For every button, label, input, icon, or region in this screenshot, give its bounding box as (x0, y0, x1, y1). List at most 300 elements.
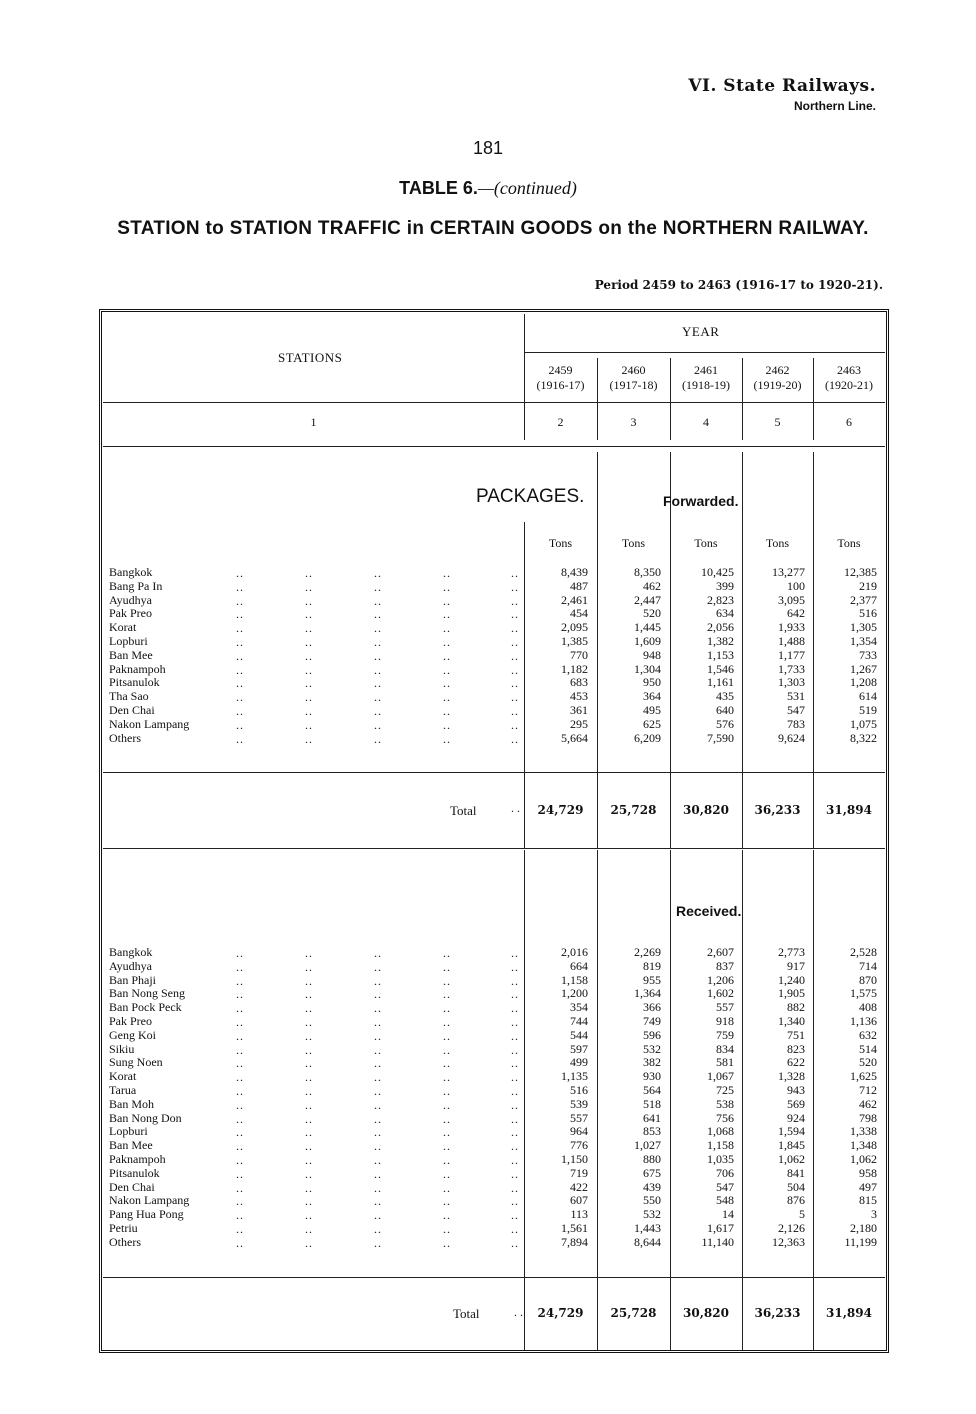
leader-dots: .. (511, 1125, 519, 1140)
table-cell: 1,354 (850, 633, 877, 648)
table-cell: 607 (570, 1193, 588, 1208)
table-cell: 1,208 (850, 675, 877, 690)
col-rule-stations-fwd (524, 522, 525, 772)
received-leader-dots-4 (511, 947, 519, 1251)
received-label: Received. (676, 903, 742, 919)
leader-dots: .. (236, 1083, 244, 1098)
table-cell: 5 (799, 1207, 805, 1222)
column-number-2: 2 (557, 415, 564, 429)
leader-dots: .. (374, 1070, 382, 1085)
leader-dots: .. (443, 1097, 451, 1112)
station-name: Others (109, 730, 141, 745)
table-cell: 547 (787, 702, 805, 717)
table-cell: 354 (570, 1000, 588, 1015)
leader-dots: .. (305, 717, 313, 732)
received-leader-dots-2 (374, 947, 382, 1251)
leader-dots: .. (443, 959, 451, 974)
column-number-4: 4 (703, 415, 709, 429)
leader-dots: .. (443, 607, 451, 622)
table-cell: 2,269 (634, 945, 661, 959)
table-cell: 435 (716, 689, 734, 704)
table-cell: 614 (859, 689, 877, 704)
table-cell: 1,067 (707, 1069, 734, 1084)
leader-dots: .. (374, 1028, 382, 1043)
table-cell: 744 (570, 1013, 588, 1028)
forwarded-total-dots: . . (511, 801, 520, 815)
table-cell: 675 (643, 1165, 661, 1180)
commodity-label: PACKAGES. (476, 486, 585, 507)
table-cell: 12,363 (772, 1234, 805, 1249)
table-cell: 1,617 (707, 1220, 734, 1235)
leader-dots: .. (374, 648, 382, 663)
leader-dots: .. (374, 579, 382, 594)
leader-dots: .. (305, 1097, 313, 1112)
leader-dots: .. (305, 1083, 313, 1098)
forwarded-total-rule-bottom (103, 848, 885, 849)
forwarded-values-2461 (674, 566, 734, 745)
leader-dots: .. (443, 1001, 451, 1016)
table-cell: 725 (716, 1082, 734, 1097)
table-cell: 1,445 (634, 620, 661, 635)
leader-dots: .. (443, 634, 451, 649)
table-cell: 714 (859, 958, 877, 973)
leader-dots: .. (305, 987, 313, 1002)
year-be: 2459 (548, 363, 573, 377)
leader-dots: .. (443, 1139, 451, 1154)
table-cell: 706 (716, 1165, 734, 1180)
leader-dots: .. (305, 1194, 313, 1209)
leader-dots: .. (305, 1111, 313, 1126)
table-cell: 8,439 (561, 565, 588, 579)
table-cell: 853 (643, 1124, 661, 1139)
col-rule-rec-3 (742, 850, 743, 1350)
leader-dots: .. (305, 1014, 313, 1029)
leader-dots: .. (305, 634, 313, 649)
station-name: Ayudhya (109, 958, 152, 973)
leader-dots: .. (236, 1028, 244, 1043)
table-cell: 550 (643, 1193, 661, 1208)
leader-dots: .. (305, 703, 313, 718)
table-cell: 918 (716, 1013, 734, 1028)
leader-dots: .. (236, 1001, 244, 1016)
unit-label: Tons (548, 536, 573, 550)
leader-dots: .. (511, 579, 519, 594)
table-cell: 1,488 (778, 633, 805, 648)
leader-dots: .. (443, 973, 451, 988)
year-be: 2461 (694, 363, 718, 377)
leader-dots: .. (374, 1194, 382, 1209)
table-cell: 1,027 (634, 1138, 661, 1153)
table-cell: 519 (859, 702, 877, 717)
table-cell: 1,267 (850, 661, 877, 676)
leader-dots: .. (374, 634, 382, 649)
table-cell: 964 (570, 1124, 588, 1139)
leader-dots: .. (236, 1139, 244, 1154)
leader-dots: .. (443, 987, 451, 1002)
table-cell: 518 (643, 1096, 661, 1111)
leader-dots: .. (443, 1042, 451, 1057)
station-name: Tarua (109, 1082, 137, 1097)
table-cell: 1,135 (561, 1069, 588, 1084)
leader-dots: .. (511, 1042, 519, 1057)
table-cell: 422 (570, 1179, 588, 1194)
year-ce: (1920-21) (825, 378, 873, 392)
leader-dots: .. (236, 1042, 244, 1057)
table-cell: 2,461 (561, 592, 588, 607)
table-cell: 219 (859, 578, 877, 593)
station-name: Ban Phaji (109, 972, 156, 987)
leader-dots: .. (374, 1001, 382, 1016)
table-cell: 776 (570, 1138, 588, 1153)
table-cell: 113 (570, 1207, 588, 1222)
leader-dots: .. (236, 1166, 244, 1181)
table-cell: 870 (859, 972, 877, 987)
leader-dots: .. (305, 1042, 313, 1057)
table-cell: 2,823 (707, 592, 734, 607)
table-cell: 14 (722, 1207, 734, 1222)
line-name: Northern Line. (793, 99, 876, 113)
table-cell: 581 (716, 1055, 734, 1070)
table-cell: 12,385 (844, 565, 877, 579)
year-rule (524, 352, 885, 353)
table-cell: 1,546 (707, 661, 734, 676)
leader-dots: .. (374, 1014, 382, 1029)
table-cell: 712 (859, 1082, 877, 1097)
leader-dots: .. (511, 1111, 519, 1126)
col-rule-stations-rec (524, 850, 525, 1350)
leader-dots: .. (236, 1125, 244, 1140)
received-total-rule (103, 1277, 885, 1278)
table-cell: 520 (643, 606, 661, 621)
table-cell: 641 (643, 1110, 661, 1125)
page-title: STATION to STATION TRAFFIC in CERTAIN GOODS on the NORTHERN RAILWAY. (117, 218, 869, 239)
leader-dots: .. (236, 946, 244, 960)
station-name: Nakon Lampang (109, 716, 190, 731)
leader-dots: .. (374, 717, 382, 732)
table-cell: 1,177 (778, 647, 805, 662)
table-cell: 439 (643, 1179, 661, 1194)
leader-dots: .. (511, 703, 519, 718)
year-be: 2463 (837, 363, 861, 377)
table-cell: 770 (570, 647, 588, 662)
leader-dots: .. (305, 973, 313, 988)
table-cell: 557 (716, 1000, 734, 1015)
forwarded-total-2463: 31,894 (826, 803, 872, 817)
leader-dots: .. (236, 1152, 244, 1167)
table-cell: 7,894 (561, 1234, 588, 1249)
leader-dots: .. (511, 946, 519, 960)
table-cell: 11,199 (844, 1234, 877, 1249)
forwarded-total-2461: 30,820 (683, 803, 729, 817)
table-cell: 5,664 (561, 730, 588, 745)
unit-label: Tons (621, 536, 646, 550)
leader-dots: .. (511, 1194, 519, 1209)
leader-dots: .. (511, 1221, 519, 1236)
leader-dots: .. (443, 703, 451, 718)
forwarded-total-label: Total (450, 803, 477, 818)
table-cell: 576 (716, 716, 734, 731)
leader-dots: .. (443, 731, 451, 746)
leader-dots: .. (511, 676, 519, 691)
leader-dots: .. (511, 690, 519, 705)
leader-dots: .. (305, 648, 313, 663)
leader-dots: .. (511, 1070, 519, 1085)
leader-dots: .. (374, 1097, 382, 1112)
leader-dots: .. (374, 1125, 382, 1140)
table-cell: 495 (643, 702, 661, 717)
station-name: Lopburi (109, 1124, 148, 1139)
table-cell: 2,095 (561, 620, 588, 635)
leader-dots: .. (511, 1056, 519, 1071)
leader-dots: .. (236, 1056, 244, 1071)
station-name: Petriu (109, 1220, 138, 1235)
leader-dots: .. (236, 1111, 244, 1126)
table-cell: 632 (859, 1027, 877, 1042)
leader-dots: .. (236, 566, 244, 580)
table-cell: 9,624 (778, 730, 805, 745)
station-name: Ban Mee (109, 647, 153, 662)
year-ce: (1918-19) (682, 378, 730, 392)
leader-dots: .. (374, 566, 382, 580)
leader-dots: .. (443, 579, 451, 594)
leader-dots: .. (374, 731, 382, 746)
leader-dots: .. (374, 1152, 382, 1167)
station-name: Den Chai (109, 702, 155, 717)
leader-dots: .. (305, 1221, 313, 1236)
table-cell: 664 (570, 958, 588, 973)
leader-dots: .. (305, 566, 313, 580)
station-name: Ayudhya (109, 592, 152, 607)
table-cell: 11,140 (701, 1234, 734, 1249)
table-cell: 841 (787, 1165, 805, 1180)
leader-dots: .. (236, 1208, 244, 1223)
table-cell: 2,016 (561, 945, 588, 959)
table-number: TABLE 6. (399, 178, 478, 198)
leader-dots: .. (443, 1083, 451, 1098)
leader-dots: .. (236, 593, 244, 608)
leader-dots: .. (374, 1180, 382, 1195)
station-name: Others (109, 1234, 141, 1249)
leader-dots: .. (374, 987, 382, 1002)
table-cell: 683 (570, 675, 588, 690)
leader-dots: .. (443, 1208, 451, 1223)
table-cell: 1,364 (634, 986, 661, 1001)
table-cell: 544 (570, 1027, 588, 1042)
leader-dots: .. (305, 1001, 313, 1016)
leader-dots: .. (511, 987, 519, 1002)
station-name: Paknampoh (109, 1151, 166, 1166)
forwarded-leader-dots-3 (443, 567, 451, 746)
leader-dots: .. (374, 1083, 382, 1098)
leader-dots: .. (305, 1152, 313, 1167)
received-values-2461 (674, 946, 734, 1250)
year-ce: (1917-18) (609, 378, 658, 392)
table-label (0, 178, 976, 199)
received-total-dots: . . (514, 1305, 523, 1319)
table-cell: 823 (787, 1041, 805, 1056)
leader-dots: .. (236, 662, 244, 677)
table-cell: 719 (570, 1165, 588, 1180)
table-cell: 3 (871, 1207, 877, 1222)
leader-dots: .. (511, 1166, 519, 1181)
table-cell: 2,056 (707, 620, 734, 635)
leader-dots: .. (511, 634, 519, 649)
table-cell: 1,845 (778, 1138, 805, 1153)
received-total-2459: 24,729 (537, 1306, 584, 1320)
station-name: Ban Moh (109, 1096, 154, 1111)
leader-dots: .. (443, 1111, 451, 1126)
leader-dots: .. (236, 676, 244, 691)
table-cell: 3,095 (778, 592, 805, 607)
table-cell: 958 (859, 1165, 877, 1180)
forwarded-values-2460 (601, 566, 661, 745)
received-leader-dots-0 (236, 947, 244, 1251)
table-cell: 1,340 (778, 1013, 805, 1028)
leader-dots: .. (374, 1111, 382, 1126)
table-cell: 815 (859, 1193, 877, 1208)
stations-header: STATIONS (278, 350, 343, 365)
table-cell: 837 (716, 958, 734, 973)
table-cell: 8,350 (634, 565, 661, 579)
table-cell: 834 (716, 1041, 734, 1056)
leader-dots: .. (236, 648, 244, 663)
table-cell: 1,348 (850, 1138, 877, 1153)
leader-dots: .. (511, 1139, 519, 1154)
station-name: Sung Noen (109, 1055, 163, 1070)
column-number-3: 3 (630, 415, 637, 429)
station-name: Tha Sao (109, 689, 149, 704)
table-cell: 1,304 (634, 661, 661, 676)
table-cell: 2,447 (634, 592, 661, 607)
station-name: Korat (109, 1069, 137, 1084)
table-cell: 625 (643, 716, 661, 731)
forwarded-leader-dots-4 (511, 567, 519, 746)
leader-dots: .. (305, 1166, 313, 1181)
table-cell: 759 (716, 1027, 734, 1042)
table-cell: 943 (787, 1082, 805, 1097)
table-cell: 2,180 (850, 1220, 877, 1235)
unit-label: Tons (837, 536, 861, 550)
leader-dots: .. (236, 579, 244, 594)
leader-dots: .. (236, 1194, 244, 1209)
forwarded-total-2460: 25,728 (610, 803, 657, 817)
table-cell: 453 (570, 689, 588, 704)
table-cell: 1,933 (778, 620, 805, 635)
leader-dots: .. (305, 662, 313, 677)
forwarded-total-2459: 24,729 (537, 803, 584, 817)
station-name: Lopburi (109, 633, 148, 648)
leader-dots: .. (511, 959, 519, 974)
table-cell: 596 (643, 1027, 661, 1042)
leader-dots: .. (374, 1166, 382, 1181)
table-cell: 364 (643, 689, 661, 704)
leader-dots: .. (236, 1097, 244, 1112)
leader-dots: .. (443, 1056, 451, 1071)
received-total-2463: 31,894 (826, 1306, 872, 1320)
table-cell: 1,035 (707, 1151, 734, 1166)
table-cell: 569 (787, 1096, 805, 1111)
leader-dots: .. (305, 1139, 313, 1154)
leader-dots: .. (236, 1014, 244, 1029)
table-cell: 295 (570, 716, 588, 731)
leader-dots: .. (374, 959, 382, 974)
forwarded-values-2462 (745, 566, 805, 745)
leader-dots: .. (511, 621, 519, 636)
leader-dots: .. (305, 1070, 313, 1085)
leader-dots: .. (305, 946, 313, 960)
station-name: Pitsanulok (109, 675, 160, 690)
received-total-2461: 30,820 (683, 1306, 729, 1320)
year-header-2461 (670, 363, 742, 393)
leader-dots: .. (443, 662, 451, 677)
leader-dots: .. (443, 717, 451, 732)
table-cell: 462 (643, 578, 661, 593)
forwarded-leader-dots-1 (305, 567, 313, 746)
leader-dots: .. (374, 1056, 382, 1071)
received-values-2459 (528, 946, 588, 1250)
station-name: Bangkok (109, 945, 153, 959)
leader-dots: .. (305, 731, 313, 746)
leader-dots: .. (305, 579, 313, 594)
leader-dots: .. (374, 1221, 382, 1236)
forwarded-total-rule-top (103, 772, 885, 773)
leader-dots: .. (511, 717, 519, 732)
leader-dots: .. (236, 703, 244, 718)
table-cell: 564 (643, 1082, 661, 1097)
table-cell: 2,773 (778, 945, 805, 959)
leader-dots: .. (236, 987, 244, 1002)
table-cell: 1,602 (707, 986, 734, 1001)
table-cell: 548 (716, 1193, 734, 1208)
station-name: Paknampoh (109, 661, 166, 676)
table-cell: 366 (643, 1000, 661, 1015)
table-cell: 749 (643, 1013, 661, 1028)
leader-dots: .. (511, 1014, 519, 1029)
station-name: Geng Koi (109, 1027, 156, 1042)
table-cell: 1,200 (561, 986, 588, 1001)
leader-dots: .. (236, 621, 244, 636)
table-cell: 497 (859, 1179, 877, 1194)
unit-label: Tons (765, 536, 790, 550)
table-cell: 454 (570, 606, 588, 621)
table-cell: 1,443 (634, 1220, 661, 1235)
leader-dots: .. (511, 1097, 519, 1112)
col-rule-fwd-3 (742, 452, 743, 772)
table-cell: 1,609 (634, 633, 661, 648)
leader-dots: .. (511, 1180, 519, 1195)
table-cell: 1,733 (778, 661, 805, 676)
column-number-rule (103, 446, 885, 447)
section-title: VI. State Railways. (688, 76, 876, 96)
table-continued: —(continued) (477, 178, 577, 198)
table-cell: 1,158 (561, 972, 588, 987)
table-cell: 1,136 (850, 1013, 877, 1028)
leader-dots: .. (511, 648, 519, 663)
station-name: Pak Preo (109, 606, 152, 621)
table-cell: 2,607 (707, 945, 734, 959)
col-rule-fwd-4 (813, 452, 814, 772)
table-cell: 948 (643, 647, 661, 662)
table-cell: 1,561 (561, 1220, 588, 1235)
column-number-5: 5 (774, 415, 781, 429)
year-header-2462 (742, 363, 813, 393)
table-cell: 2,377 (850, 592, 877, 607)
table-cell: 532 (643, 1207, 661, 1222)
table-cell: 876 (787, 1193, 805, 1208)
year-be: 2462 (765, 363, 790, 377)
table-cell: 1,625 (850, 1069, 877, 1084)
table-cell: 1,385 (561, 633, 588, 648)
